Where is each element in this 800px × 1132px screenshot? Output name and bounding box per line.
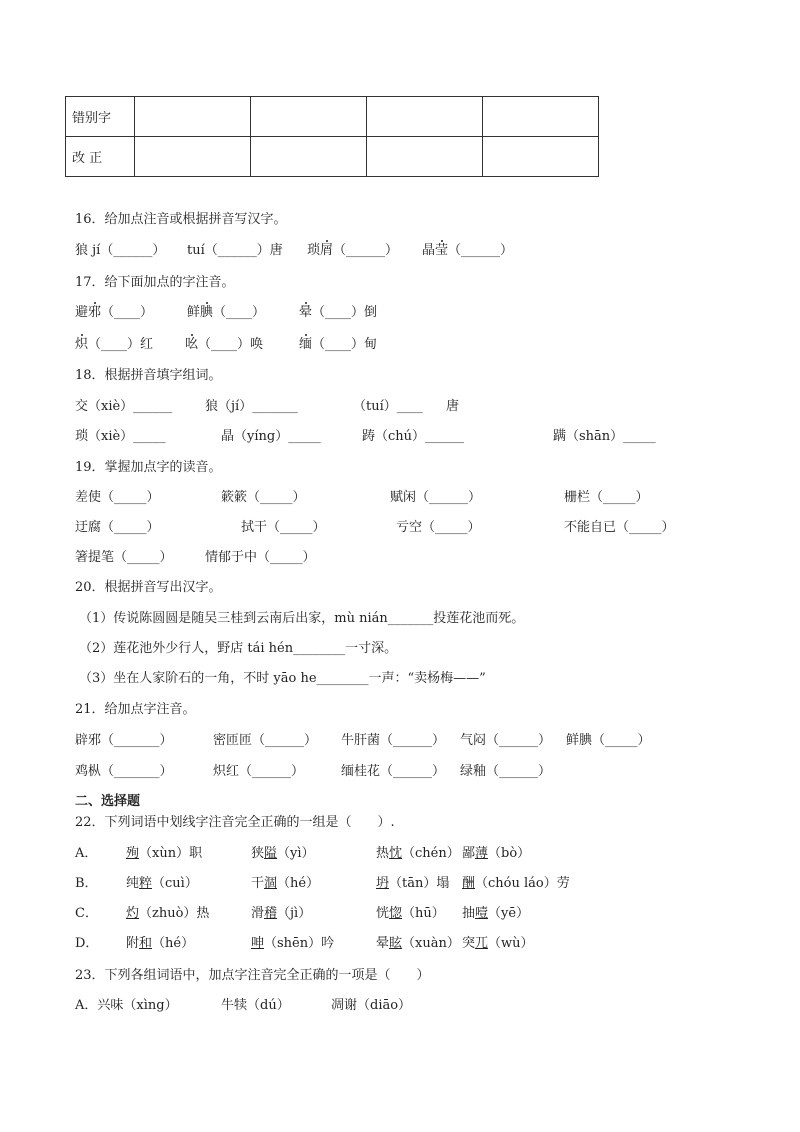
q22-term-pinyin: （bò）: [488, 846, 531, 861]
table-label-wrong-char: 错别字: [66, 97, 135, 137]
q22-option-term: [126, 936, 194, 952]
question-20-prompt: 20．根据拼音写出汉字。: [75, 580, 222, 595]
q22-underlined-char: 粹: [139, 876, 153, 891]
q22-term-char: 附: [126, 936, 140, 951]
q22-underlined-char: 噎: [475, 906, 489, 921]
q17-item: [185, 337, 263, 353]
q19-item: 迂腐（_____）: [75, 520, 160, 535]
q22-option-term: [251, 936, 334, 952]
q22-option-letter: A．: [75, 846, 98, 861]
q21-item: 炽红（______）: [213, 764, 305, 779]
q23-item: 牛犊（dú）: [221, 998, 290, 1013]
q19-item: 箸提笔（_____）: [75, 550, 173, 565]
table-cell[interactable]: [135, 137, 251, 177]
q18-item: 晶（yíng）_____: [221, 429, 321, 444]
q16-item-4-blank: （______）: [448, 243, 514, 258]
q19-item: 拭干（_____）: [241, 520, 326, 535]
table-row: [66, 97, 599, 137]
q19-item: 差使（_____）: [75, 490, 160, 505]
q17-item: [299, 337, 377, 353]
question-21-row-2: [75, 764, 715, 844]
table-cell[interactable]: [367, 97, 483, 137]
table-cell[interactable]: [367, 137, 483, 177]
q19-item: 赋闲（______）: [390, 490, 482, 505]
q21-item: 绿釉（______）: [460, 764, 552, 779]
q22-option-term: [376, 936, 460, 952]
q18-item: 交（xiè）______: [75, 399, 173, 414]
q16-item-3-blank: （______）: [333, 243, 399, 258]
q22-option-letter: B．: [75, 876, 98, 891]
q19-item: 栅栏（_____）: [564, 490, 649, 505]
q22-term-pinyin: （yì）: [277, 846, 315, 861]
question-19-prompt: 19．掌握加点字的读音。: [75, 460, 222, 475]
question-20-item-1: （1）传说陈圆圆是随吴三桂到云南后出家，mù nián_______投莲花池而死。: [79, 611, 525, 626]
q19-item: 亏空（_____）: [396, 520, 481, 535]
question-20-item-3: （3）坐在人家阶石的一角，不时 yāo he________一声：“卖杨梅——”: [79, 671, 486, 686]
q21-item: 密匝匝（______）: [213, 733, 318, 748]
table-label-correction: 改 正: [66, 137, 135, 177]
q17-blank: （____）红: [88, 337, 154, 352]
q22-underlined-char: 坍: [376, 876, 390, 891]
q23-item: A．兴味（xìng）: [75, 998, 178, 1013]
q22-term-pinyin: （zhuò）热: [139, 906, 210, 921]
q22-term-char: 干: [251, 876, 265, 891]
q22-option-term: [376, 906, 445, 922]
q22-underlined-char: 稽: [264, 906, 278, 921]
q17-dotted-char: 腆: [200, 305, 214, 320]
q16-item-2: tuí（______）唐: [187, 243, 283, 258]
q22-option-term: [462, 906, 529, 922]
q22-term-pinyin: （xùn）职: [139, 846, 203, 861]
q21-item: 辟邪（_______）: [75, 733, 173, 748]
q22-term-pinyin: （hé）: [277, 876, 320, 891]
q22-option-letter: D．: [75, 936, 99, 951]
q22-option-term: [462, 876, 570, 892]
q22-option-term: [251, 846, 315, 862]
q17-blank: （____）: [101, 305, 154, 320]
q21-item: 鸡枞（_______）: [75, 764, 173, 779]
q22-term-pinyin: （wù）: [488, 936, 534, 951]
q19-item: 簌簌（_____）: [221, 490, 306, 505]
q22-term-char: 纯: [126, 876, 140, 891]
table-cell[interactable]: [251, 97, 367, 137]
q17-blank: （____）甸: [312, 337, 378, 352]
q17-dotted-char: 晕: [299, 305, 313, 320]
q22-option-term: [251, 906, 311, 922]
q16-item-1: 狼 jí（______）: [75, 243, 166, 258]
q17-blank: （____）倒: [312, 305, 378, 320]
q19-item: 不能自已（_____）: [564, 520, 675, 535]
question-22-prompt: 22．下列词语中划线字注音完全正确的一组是（ ）.: [75, 815, 395, 830]
question-21-prompt: 21．给加点字注音。: [75, 702, 196, 717]
q22-term-char: 抽: [462, 906, 476, 921]
q23-item: 凋谢（diāo）: [331, 998, 412, 1013]
q18-item: （tuí）____: [353, 399, 423, 414]
q22-term-pinyin: （shēn）吟: [264, 936, 335, 951]
q22-term-pinyin: （hū）: [402, 906, 445, 921]
q22-underlined-char: 薄: [475, 846, 489, 861]
q21-item: 鲜腆（_____）: [566, 733, 651, 748]
q22-underlined-char: 呻: [251, 936, 265, 951]
q22-underlined-char: 灼: [126, 906, 140, 921]
q22-option-term: [126, 876, 198, 892]
q22-underlined-char: 隘: [264, 846, 278, 861]
q17-item: [75, 305, 153, 321]
table-cell[interactable]: [483, 137, 599, 177]
q17-blank: （____）: [213, 305, 266, 320]
q22-term-char: 热: [376, 846, 390, 861]
q22-term-char: 恍: [376, 906, 390, 921]
q22-term-char: 滑: [251, 906, 265, 921]
q18-item: 琐（xiè）_____: [75, 429, 166, 444]
q18-item: 蹒（shān）_____: [553, 429, 656, 444]
section-heading: 二、选择题: [75, 794, 141, 809]
question-23-prompt: 23．下列各组词语中，加点字注音完全正确的一项是（ ）: [75, 968, 430, 983]
q22-term-pinyin: （hé）: [152, 936, 195, 951]
q16-item-3-char: 琐: [307, 243, 321, 258]
table-cell[interactable]: [135, 97, 251, 137]
question-16-prompt: 16．给加点注音或根据拼音写汉字。: [75, 212, 287, 227]
q16-item-4: [422, 243, 513, 259]
q22-option-term: [462, 846, 530, 862]
q22-underlined-char: 酬: [462, 876, 476, 891]
q18-item: 狼（jí）_______: [205, 399, 298, 414]
q16-item-3: [307, 243, 398, 259]
q22-underlined-char: 忱: [389, 846, 403, 861]
question-23-option-a: [75, 998, 715, 1062]
q17-item: [75, 337, 153, 353]
q22-option-letter: C．: [75, 906, 98, 921]
q22-term-char: 突: [462, 936, 476, 951]
q17-dotted-char: 缅: [299, 337, 313, 352]
question-20-item-2: （2）莲花池外少行人，野店 tái hén________一寸深。: [79, 641, 398, 656]
q22-term-char: 鄙: [462, 846, 476, 861]
q22-term-pinyin: （chén）: [402, 846, 460, 861]
q17-dotted-char: 邪: [88, 305, 102, 320]
q22-option-term: [126, 906, 209, 922]
q22-term-pinyin: （chóu láo）劳: [475, 876, 570, 891]
q22-underlined-char: 和: [139, 936, 153, 951]
question-17-prompt: 17．给下面加点的字注音。: [75, 275, 235, 290]
q22-underlined-char: 殉: [126, 846, 140, 861]
q17-item: [299, 305, 377, 321]
q21-item: 缅桂花（______）: [341, 764, 446, 779]
q22-term-pinyin: （jì）: [277, 906, 312, 921]
q22-term-pinyin: （cuì）: [152, 876, 198, 891]
q17-char: 鲜: [187, 305, 201, 320]
q16-item-4-dotted-char: 莹: [435, 243, 449, 258]
q17-dotted-char: 炽: [75, 337, 89, 352]
correction-table: [65, 96, 599, 177]
q19-item: 情郁于中（_____）: [205, 550, 316, 565]
q22-underlined-char: 眩: [389, 936, 403, 951]
q22-option-term: [126, 846, 202, 862]
q22-underlined-char: 兀: [475, 936, 489, 951]
q22-term-pinyin: （tān）塌: [389, 876, 450, 891]
q22-underlined-char: 惚: [389, 906, 403, 921]
table-cell[interactable]: [483, 97, 599, 137]
q21-item: 气闷（______）: [460, 733, 552, 748]
question-18-prompt: 18．根据拼音填字组词。: [75, 368, 222, 383]
q16-item-3-dotted-char: 屑: [320, 243, 334, 258]
q18-item: 唐: [446, 399, 460, 414]
q21-item: 牛肝菌（______）: [341, 733, 446, 748]
q22-option-term: [462, 936, 534, 952]
q22-term-pinyin: （yē）: [488, 906, 530, 921]
q22-term-char: 晕: [376, 936, 390, 951]
q17-item: [187, 305, 265, 321]
q22-option-term: [376, 846, 460, 862]
q22-term-char: 狭: [251, 846, 265, 861]
table-row: [66, 137, 599, 177]
q22-term-pinyin: （xuàn）: [402, 936, 460, 951]
q22-option-term: [251, 876, 319, 892]
q18-item: 踌（chú）______: [362, 429, 465, 444]
q17-blank: （____）唤: [198, 337, 264, 352]
q22-option-term: [376, 876, 449, 892]
q16-item-4-char: 晶: [422, 243, 436, 258]
q22-underlined-char: 涸: [264, 876, 278, 891]
q17-char: 避: [75, 305, 89, 320]
q17-dotted-char: 吆: [185, 337, 199, 352]
table-cell[interactable]: [251, 137, 367, 177]
